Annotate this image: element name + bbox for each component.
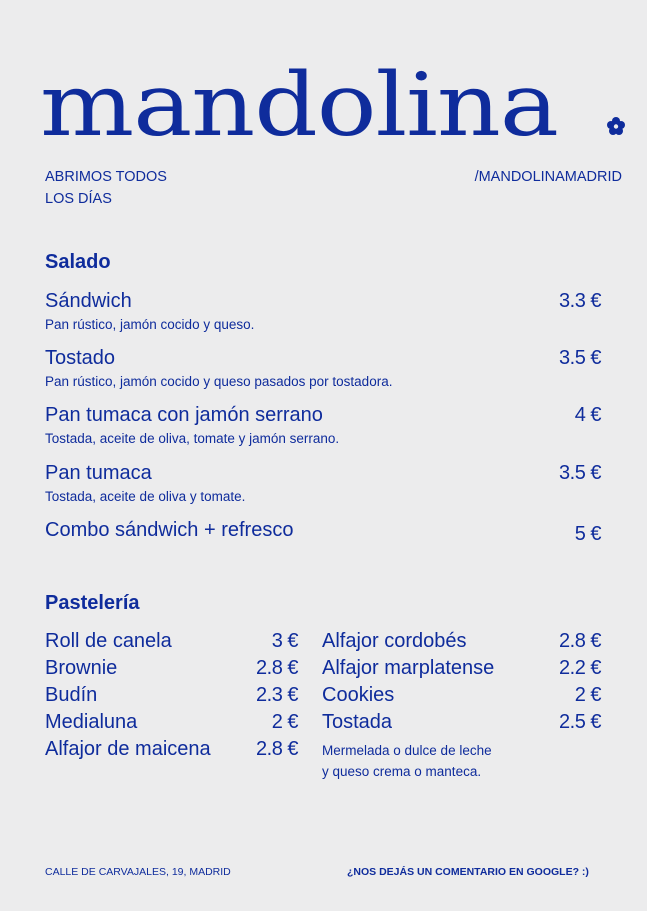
tostada-note: [322, 740, 601, 782]
pastry-price: 2.2 €: [559, 657, 601, 679]
pastry-column-right: [322, 630, 601, 782]
pastry-item: [322, 657, 601, 684]
pastry-item: [322, 630, 601, 657]
pastry-item: [322, 684, 601, 711]
pastry-price: 2 €: [271, 711, 298, 733]
pastry-price: 2.8 €: [256, 738, 298, 760]
pastry-name: Alfajor marplatense: [322, 657, 495, 679]
opening-hours: [45, 166, 167, 210]
pastry-name: Tostada: [322, 711, 393, 733]
pastry-item: [45, 684, 298, 711]
item-description: Pan rústico, jamón cocido y queso pasados por tostadora.: [45, 374, 393, 389]
item-price: 4 €: [574, 404, 601, 426]
item-price: 3.5 €: [559, 347, 601, 369]
pastry-name: Medialuna: [45, 711, 138, 733]
menu-item: [45, 404, 601, 446]
item-description: Tostada, aceite de oliva, tomate y jamón serrano.: [45, 431, 340, 446]
item-price: 3.3 €: [559, 290, 601, 312]
section-title-salado: Salado: [45, 251, 111, 273]
item-name: Pan tumaca: [45, 462, 152, 484]
menu-item: [45, 290, 601, 332]
pastry-price: 2.5 €: [559, 711, 601, 733]
brand-logo: mandolina: [40, 54, 558, 157]
pastry-price: 2 €: [574, 684, 601, 706]
pastry-column-left: [45, 630, 298, 765]
item-name: Sándwich: [45, 290, 132, 312]
note-line-1: Mermelada o dulce de leche: [322, 743, 492, 758]
pastry-item: [45, 657, 298, 684]
pastry-price: 2.8 €: [559, 630, 601, 652]
opening-line-1: ABRIMOS TODOS: [45, 169, 167, 185]
pastry-price: 2.8 €: [256, 657, 298, 679]
menu-item: [45, 462, 601, 504]
item-price: 3.5 €: [559, 462, 601, 484]
pastry-item: [45, 738, 298, 765]
opening-line-2: LOS DÍAS: [45, 191, 112, 207]
pastry-name: Alfajor cordobés: [322, 630, 467, 652]
section-title-pasteleria: Pastelería: [45, 592, 140, 614]
item-name: Combo sándwich + refresco: [45, 519, 294, 541]
footer-review-link[interactable]: ¿NOS DEJÁS UN COMENTARIO EN GOOGLE? :): [347, 866, 589, 878]
flower-icon: [606, 116, 626, 136]
pastry-price: 2.3 €: [256, 684, 298, 706]
menu-item: [45, 519, 601, 545]
item-description: Tostada, aceite de oliva y tomate.: [45, 489, 246, 504]
pastry-item: [45, 630, 298, 657]
pastry-item: [45, 711, 298, 738]
pastry-name: Cookies: [322, 684, 395, 706]
pastry-name: Budín: [45, 684, 98, 706]
note-line-2: y queso crema o manteca.: [322, 764, 482, 779]
item-price: 5 €: [574, 523, 601, 545]
pastry-name: Roll de canela: [45, 630, 172, 652]
item-name: Pan tumaca con jamón serrano: [45, 404, 323, 426]
pastry-price: 3 €: [271, 630, 298, 652]
pastry-name: Brownie: [45, 657, 118, 679]
social-handle[interactable]: /MANDOLINAMADRID: [474, 169, 622, 185]
menu-item: [45, 347, 601, 389]
pastry-item: [322, 711, 601, 738]
footer-address: CALLE DE CARVAJALES, 19, MADRID: [45, 866, 231, 878]
item-name: Tostado: [45, 347, 116, 369]
item-description: Pan rústico, jamón cocido y queso.: [45, 317, 255, 332]
pastry-name: Alfajor de maicena: [45, 738, 211, 760]
